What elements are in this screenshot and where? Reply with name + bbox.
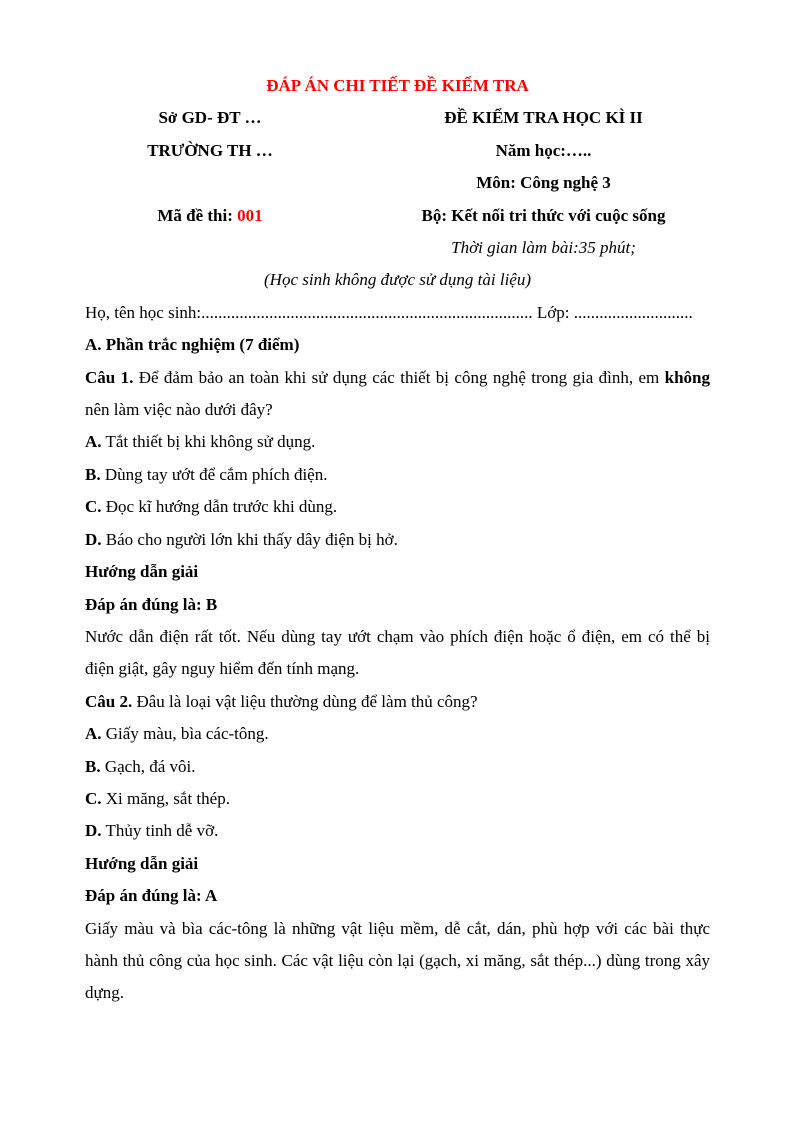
- school-line: TRƯỜNG TH …: [147, 140, 273, 160]
- department-line: Sở GD- ĐT …: [158, 108, 262, 128]
- option-letter: A.: [85, 724, 102, 744]
- question-1-stem-bold-word: không: [664, 367, 711, 387]
- question-1-option-a: [85, 426, 710, 458]
- question-1-option-c: [85, 491, 710, 523]
- question-2-label: Câu 2.: [85, 691, 133, 711]
- option-letter: D.: [85, 529, 102, 549]
- question-1-stem: [85, 362, 710, 427]
- question-1-stem-text-1: Để đảm bảo an toàn khi sử dụng các thiết bị công nghệ trong gia đình, em: [133, 367, 665, 387]
- question-2-correct-answer-line: Đáp án đúng là: A: [85, 886, 218, 906]
- question-1-option-b: [85, 459, 710, 491]
- option-text: Gạch, đá vôi.: [100, 756, 196, 776]
- option-letter: B.: [85, 464, 101, 484]
- header-right-column: [335, 102, 710, 264]
- no-materials-note: (Học sinh không được sử dụng tài liệu): [264, 270, 531, 290]
- exam-title-line: ĐỀ KIỂM TRA HỌC KÌ II: [444, 108, 643, 128]
- document-title: ĐÁP ÁN CHI TIẾT ĐỀ KIỂM TRA: [266, 76, 529, 95]
- question-2-option-b: [85, 751, 710, 783]
- option-letter: B.: [85, 756, 101, 776]
- question-1-option-d: [85, 524, 710, 556]
- option-letter: A.: [85, 432, 102, 452]
- option-text: Báo cho người lớn khi thấy dây điện bị hở.: [101, 529, 398, 549]
- exam-code-label: Mã đề thi:: [157, 205, 238, 225]
- exam-header: [85, 102, 710, 264]
- question-block-1: [85, 362, 710, 686]
- question-1-label: Câu 1.: [85, 367, 134, 387]
- option-letter: D.: [85, 821, 102, 841]
- question-1-explanation: Nước dẫn điện rất tốt. Nếu dùng tay ướt chạm vào phích điện hoặc ổ điện, em có thể bị điện giật, gây nguy hiểm đến tính mạng.: [85, 626, 710, 679]
- book-series-line: Bộ: Kết nối tri thức với cuộc sống: [421, 205, 666, 225]
- duration-line: Thời gian làm bài:35 phút;: [451, 238, 636, 258]
- option-text: Xi măng, sắt thép.: [101, 788, 230, 808]
- question-1-stem-text-2: nên làm việc nào dưới đây?: [85, 400, 273, 420]
- question-block-2: [85, 686, 710, 1010]
- subject-line: Môn: Công nghệ 3: [476, 173, 611, 193]
- question-2-option-a: [85, 718, 710, 750]
- section-a-heading: A. Phần trắc nghiệm (7 điểm): [85, 335, 300, 355]
- question-2-option-c: [85, 783, 710, 815]
- exam-code-line: [85, 200, 335, 232]
- option-letter: C.: [85, 497, 102, 517]
- option-text: Đọc kĩ hướng dẫn trước khi dùng.: [101, 497, 338, 517]
- question-2-explanation: Giấy màu và bìa các-tông là những vật liệu mềm, dễ cắt, dán, phù hợp với các bài thực hành thủ công của học sinh. Các vật liệu còn lại (gạch, xi măng, sắt thép...) dùng trong xây dựng.: [85, 918, 710, 1003]
- option-letter: C.: [85, 788, 102, 808]
- question-2-stem: [85, 686, 710, 718]
- option-text: Dùng tay ướt để cắm phích điện.: [100, 464, 328, 484]
- exam-code-value: 001: [237, 205, 263, 225]
- school-year-line: Năm học:…..: [495, 140, 592, 160]
- option-text: Giấy màu, bìa các-tông.: [101, 724, 269, 744]
- student-info-line: Họ, tên học sinh:.............................................................................. Lớp: ............................: [85, 302, 693, 322]
- question-2-guide-heading: Hướng dẫn giải: [85, 853, 199, 873]
- header-left-column: [85, 102, 335, 264]
- option-text: Thủy tinh dễ vỡ.: [101, 821, 219, 841]
- option-text: Tắt thiết bị khi không sử dụng.: [101, 432, 316, 452]
- question-1-correct-answer-line: Đáp án đúng là: B: [85, 594, 218, 614]
- question-2-stem-text-1: Đâu là loại vật liệu thường dùng để làm thủ công?: [132, 691, 478, 711]
- question-2-option-d: [85, 815, 710, 847]
- question-1-guide-heading: Hướng dẫn giải: [85, 562, 199, 582]
